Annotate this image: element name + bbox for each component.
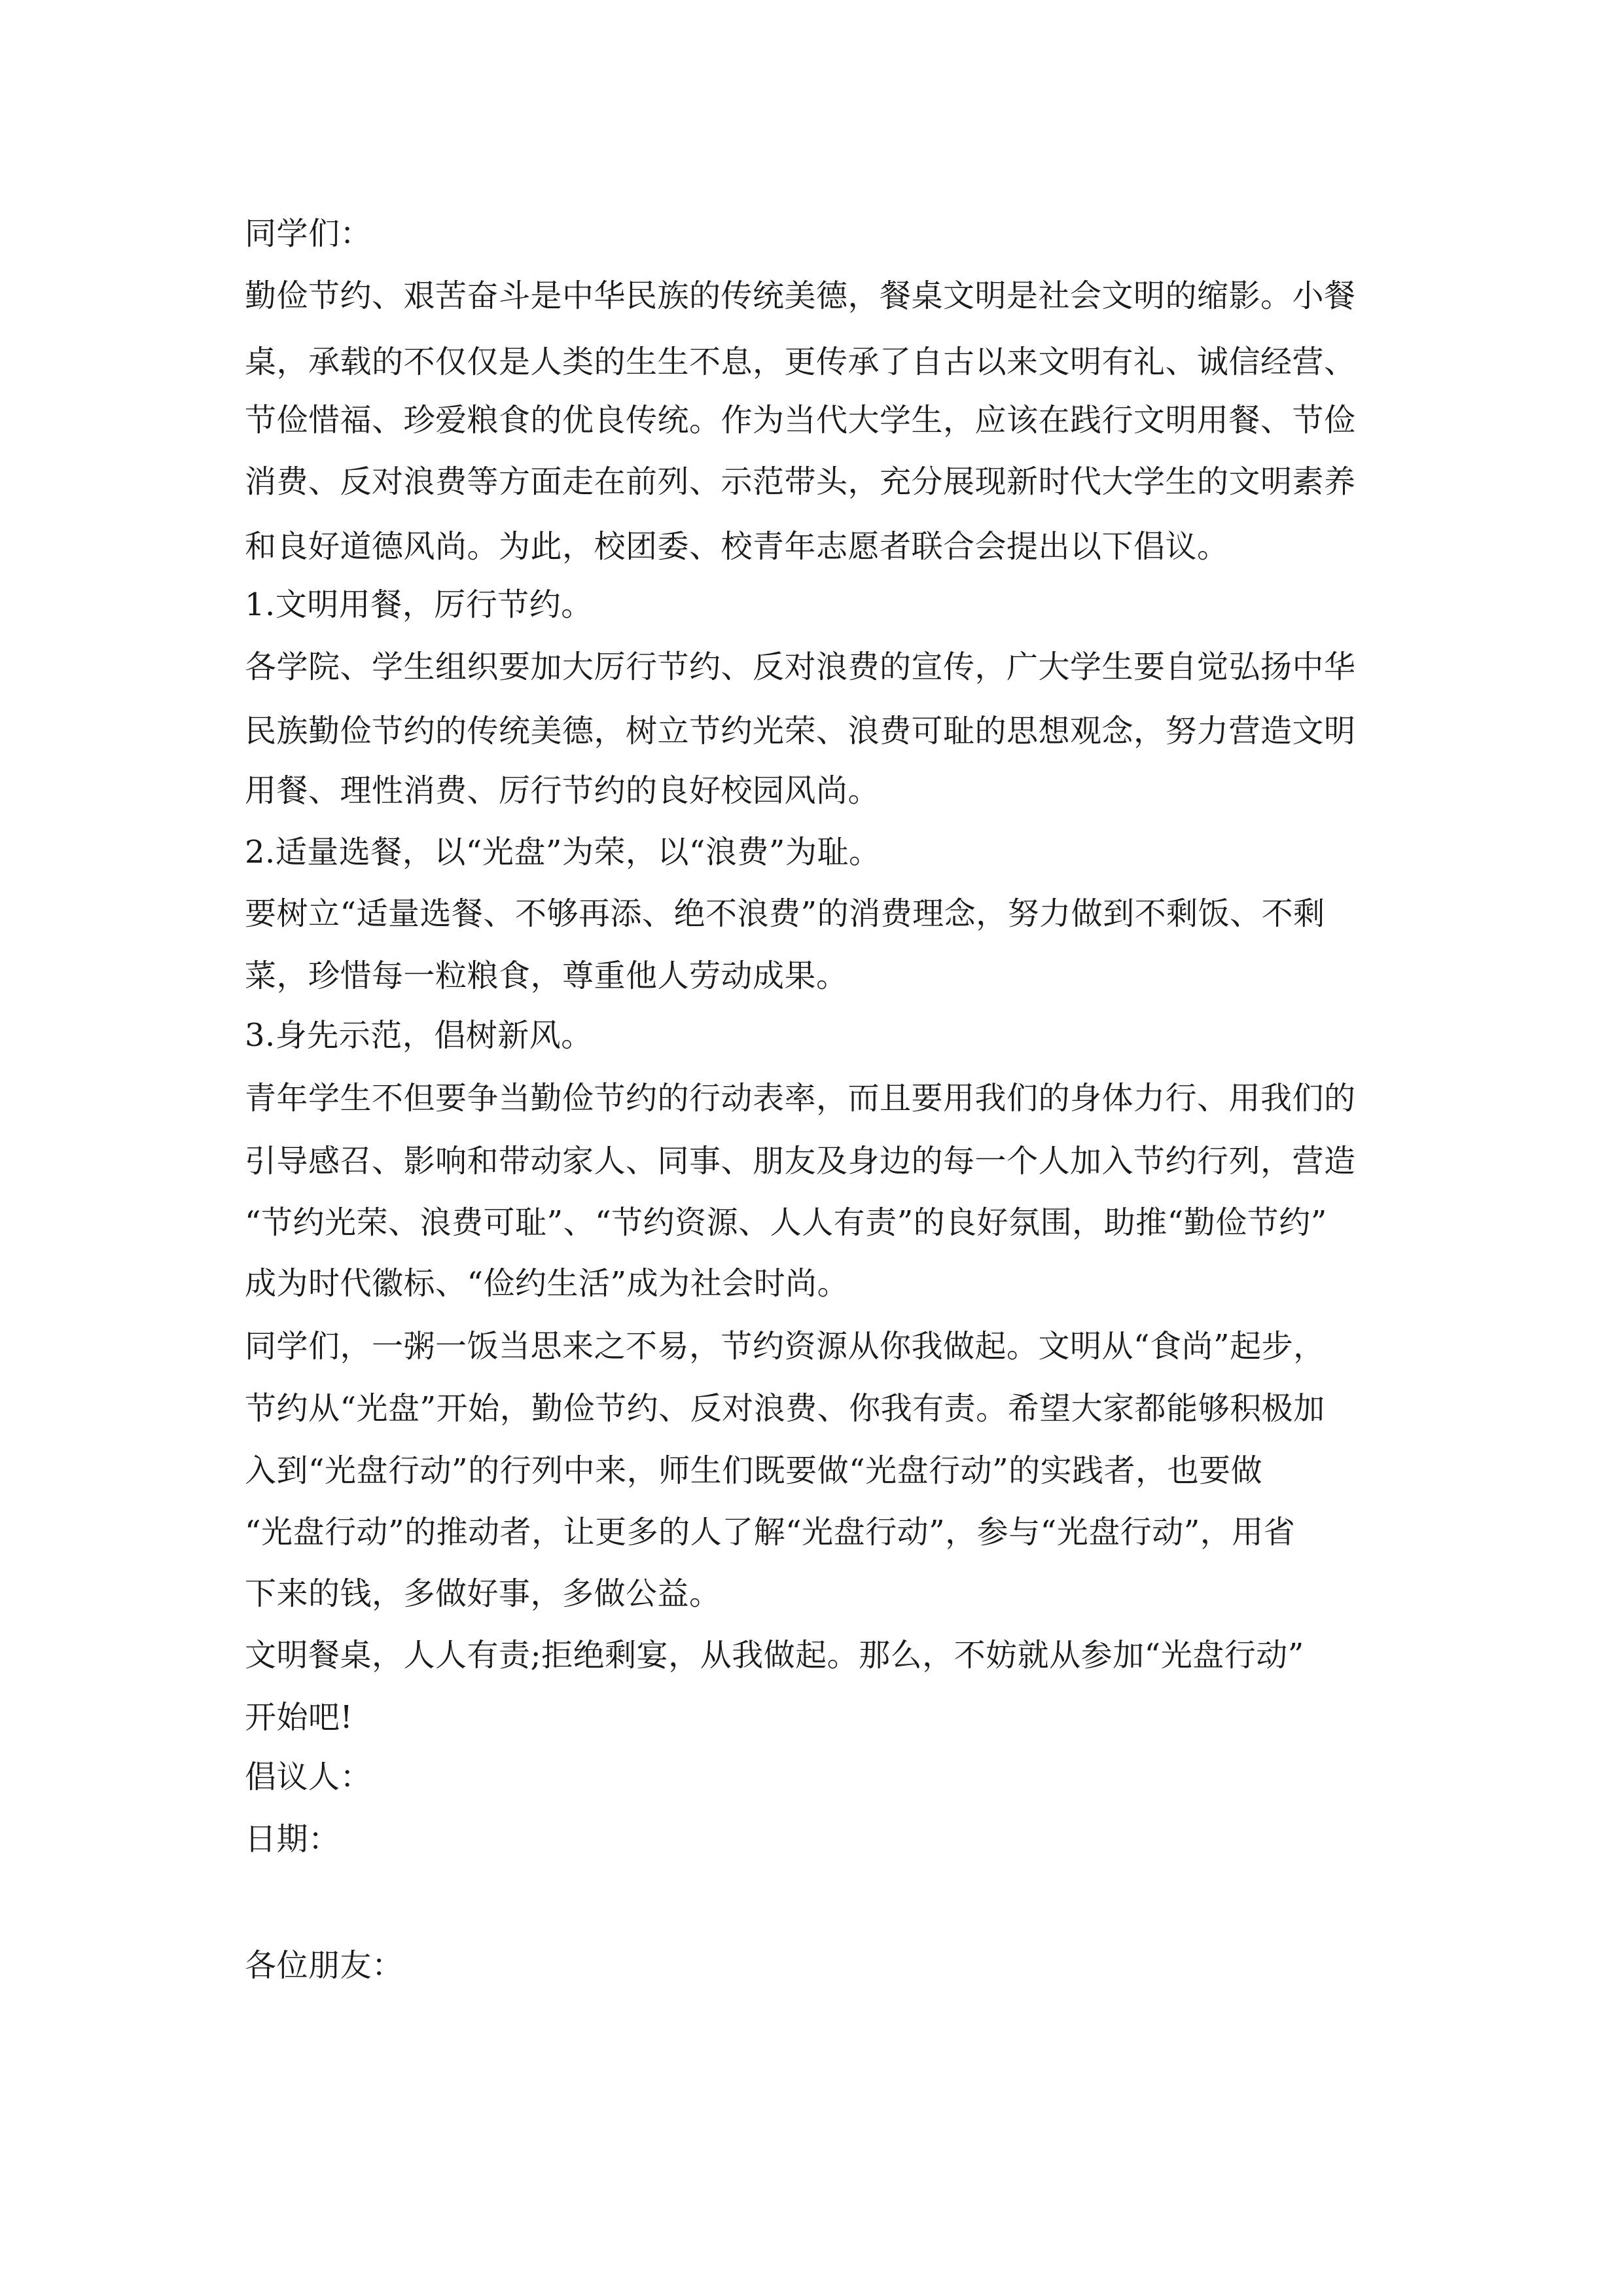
paragraph-line: 引导感召、影响和带动家人、同事、朋友及身边的每一个人加入节约行列，营造 — [245, 1143, 1356, 1179]
paragraph-line: 和良好道德风尚。为此，校团委、校青年志愿者联合会提出以下倡议。 — [245, 528, 1229, 565]
salutation-secondary: 各位朋友： — [245, 1947, 404, 1984]
section-heading: 2.适量选餐，以“光盘”为荣，以“浪费”为耻。 — [245, 834, 881, 870]
paragraph-line: 开始吧! — [245, 1699, 353, 1736]
paragraph-line: 用餐、理性消费、厉行节约的良好校园风尚。 — [245, 772, 880, 809]
paragraph-line: 同学们，一粥一饭当思来之不易，节约资源从你我做起。文明从“食尚”起步， — [245, 1328, 1325, 1365]
section-heading: 3.身先示范，倡树新风。 — [245, 1017, 593, 1054]
section-heading: 1.文明用餐，厉行节约。 — [245, 586, 593, 623]
paragraph-line: 节约从“光盘”开始，勤俭节约、反对浪费、你我有责。希望大家都能够积极加 — [245, 1390, 1325, 1427]
paragraph-line: 菜，珍惜每一粒粮食，尊重他人劳动成果。 — [245, 958, 848, 994]
paragraph-line: 入到“光盘行动”的行列中来，师生们既要做“光盘行动”的实践者，也要做 — [245, 1452, 1263, 1489]
paragraph-line: 要树立“适量选餐、不够再添、绝不浪费”的消费理念，努力做到不剩饭、不剩 — [245, 895, 1325, 932]
paragraph-line: 节俭惜福、珍爱粮食的优良传统。作为当代大学生，应该在践行文明用餐、节俭 — [245, 402, 1356, 439]
paragraph-line: 消费、反对浪费等方面走在前列、示范带头，充分展现新时代大学生的文明素养 — [245, 463, 1356, 500]
paragraph-line: 桌，承载的不仅仅是人类的生生不息，更传承了自古以来文明有礼、诚信经营、 — [245, 344, 1356, 380]
salutation: 同学们： — [245, 215, 372, 252]
paragraph-line: 成为时代徽标、“俭约生活”成为社会时尚。 — [245, 1265, 849, 1302]
paragraph-line: 下来的钱，多做好事，多做公益。 — [245, 1575, 721, 1612]
paragraph-line: 民族勤俭节约的传统美德，树立节约光荣、浪费可耻的思想观念，努力营造文明 — [245, 713, 1356, 749]
paragraph-line: 勤俭节约、艰苦奋斗是中华民族的传统美德，餐桌文明是社会文明的缩影。小餐 — [245, 278, 1356, 314]
paragraph-line: “节约光荣、浪费可耻”、“节约资源、人人有责”的良好氛围，助推“勤俭节约” — [245, 1204, 1327, 1241]
signatory-label: 倡议人： — [245, 1759, 372, 1795]
paragraph-line: 文明餐桌，人人有责;拒绝剩宴，从我做起。那么，不妨就从参加“光盘行动” — [245, 1637, 1304, 1674]
paragraph-line: 各学院、学生组织要加大厉行节约、反对浪费的宣传，广大学生要自觉弘扬中华 — [245, 649, 1356, 685]
paragraph-line: “光盘行动”的推动者，让更多的人了解“光盘行动”，参与“光盘行动”，用省 — [245, 1514, 1296, 1551]
date-label: 日期： — [245, 1821, 340, 1857]
paragraph-line: 青年学生不但要争当勤俭节约的行动表率，而且要用我们的身体力行、用我们的 — [245, 1080, 1356, 1117]
